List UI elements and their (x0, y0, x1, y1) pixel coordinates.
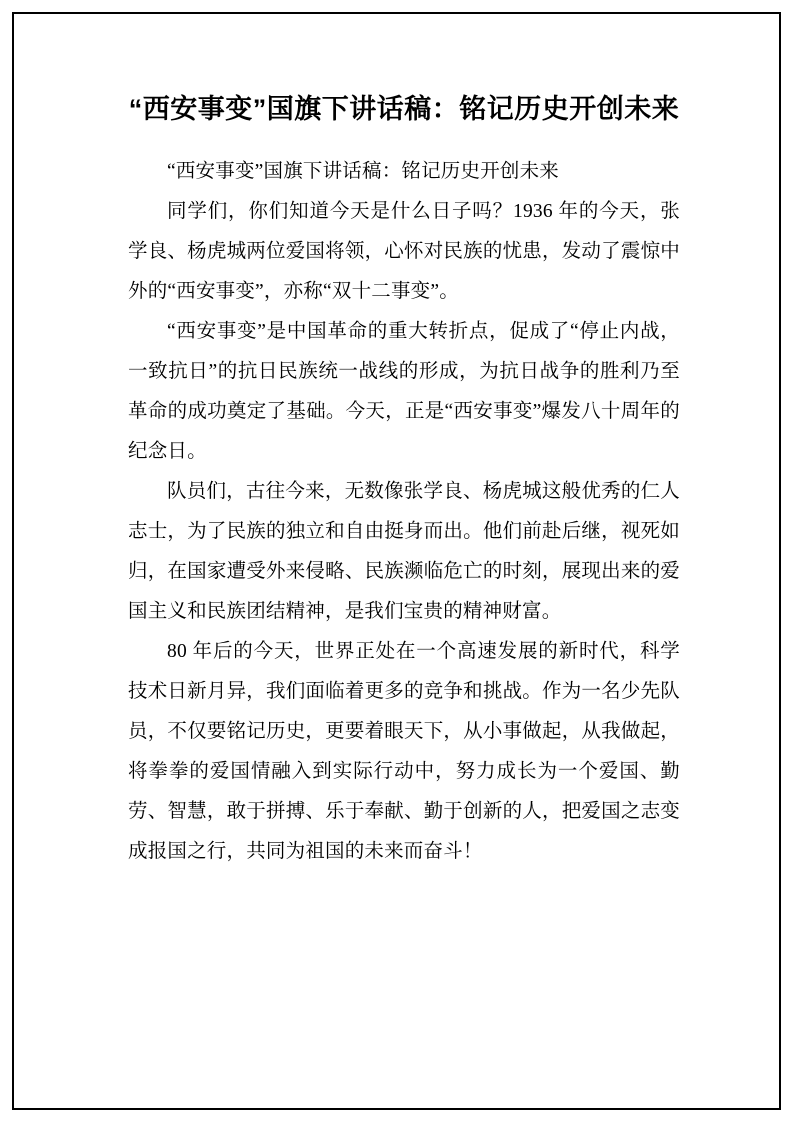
document-content (128, 88, 680, 872)
paragraph: “西安事变”国旗下讲话稿：铭记历史开创未来 (167, 161, 560, 182)
paragraph: 同学们，你们知道今天是什么日子吗？1936 年的今天，张学良、杨虎城两位爱国将领，心怀对民族的忧患，发动了震惊中外的“西安事变”，亦称“双十二事变”。 (128, 201, 680, 302)
page-title: “西安事变”国旗下讲话稿：铭记历史开创未来 (128, 94, 680, 124)
paragraph: “西安事变”是中国革命的重大转折点，促成了“停止内战，一致抗日”的抗日民族统一战线的形成，为抗日战争的胜利乃至革命的成功奠定了基础。今天，正是“西安事变”爆发八十周年的纪念日。 (128, 321, 680, 462)
paragraph: 队员们，古往今来，无数像张学良、杨虎城这般优秀的仁人志士，为了民族的独立和自由挺身而出。他们前赴后继，视死如归，在国家遭受外来侵略、民族濒临危亡的时刻，展现出来的爱国主义和民族团结精神，是我们宝贵的精神财富。 (128, 481, 680, 622)
paragraph: 80 年后的今天，世界正处在一个高速发展的新时代，科学技术日新月异，我们面临着更多的竞争和挑战。作为一名少先队员，不仅要铭记历史，更要着眼天下，从小事做起，从我做起，将拳拳的爱国情融入到实际行动中，努力成长为一个爱国、勤劳、智慧，敢于拼搏、乐于奉献、勤于创新的人，把爱国之志变成报国之行，共同为祖国的未来而奋斗！ (128, 641, 680, 862)
